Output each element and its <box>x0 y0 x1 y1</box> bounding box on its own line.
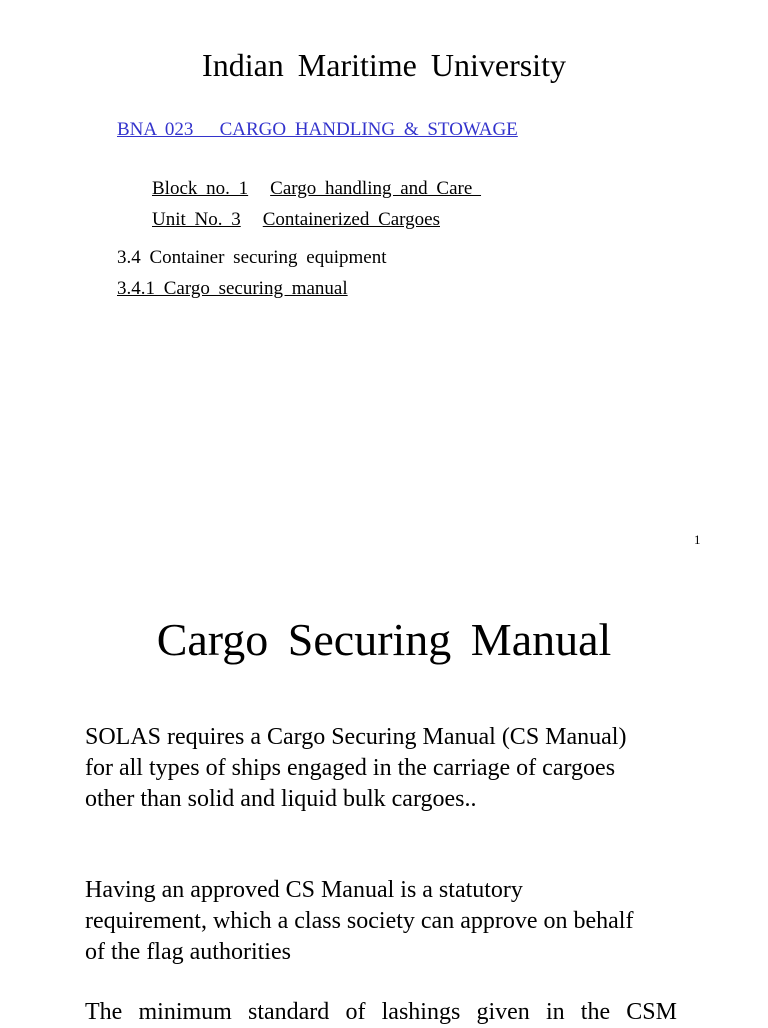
paragraph-line: Having an approved CS Manual is a statutory <box>85 877 523 903</box>
paragraph-line: of the flag authorities <box>85 939 291 965</box>
section-heading: 3.4 Container securing equipment <box>117 247 387 268</box>
university-heading: Indian Maritime University <box>202 47 566 83</box>
paragraph-approval <box>85 875 685 968</box>
slide-number: 1 <box>694 532 701 547</box>
paragraph-line: other than solid and liquid bulk cargoes.. <box>85 786 477 812</box>
unit-label: Unit No. 3 <box>152 209 241 230</box>
unit-title: Containerized Cargoes <box>262 209 440 230</box>
paragraph-line: SOLAS requires a Cargo Securing Manual (CS Manual) <box>85 724 627 750</box>
block-label: Block no. 1 <box>152 178 249 199</box>
paragraph-lashings <box>85 997 677 1028</box>
paragraph-solas <box>85 722 685 815</box>
course-code-link[interactable]: BNA 023 CARGO HANDLING & STOWAGE <box>117 119 518 140</box>
paragraph-line: requirement, which a class society can approve on behalf <box>85 908 634 934</box>
paragraph-line: for all types of ships engaged in the carriage of cargoes <box>85 755 616 781</box>
subsection-heading: 3.4.1 Cargo securing manual <box>117 278 348 299</box>
block-title: Cargo handling and Care <box>270 178 482 199</box>
paragraph-line: The minimum standard of lashings given in the CSM <box>85 999 677 1025</box>
slide-title: Cargo Securing Manual <box>156 614 612 665</box>
